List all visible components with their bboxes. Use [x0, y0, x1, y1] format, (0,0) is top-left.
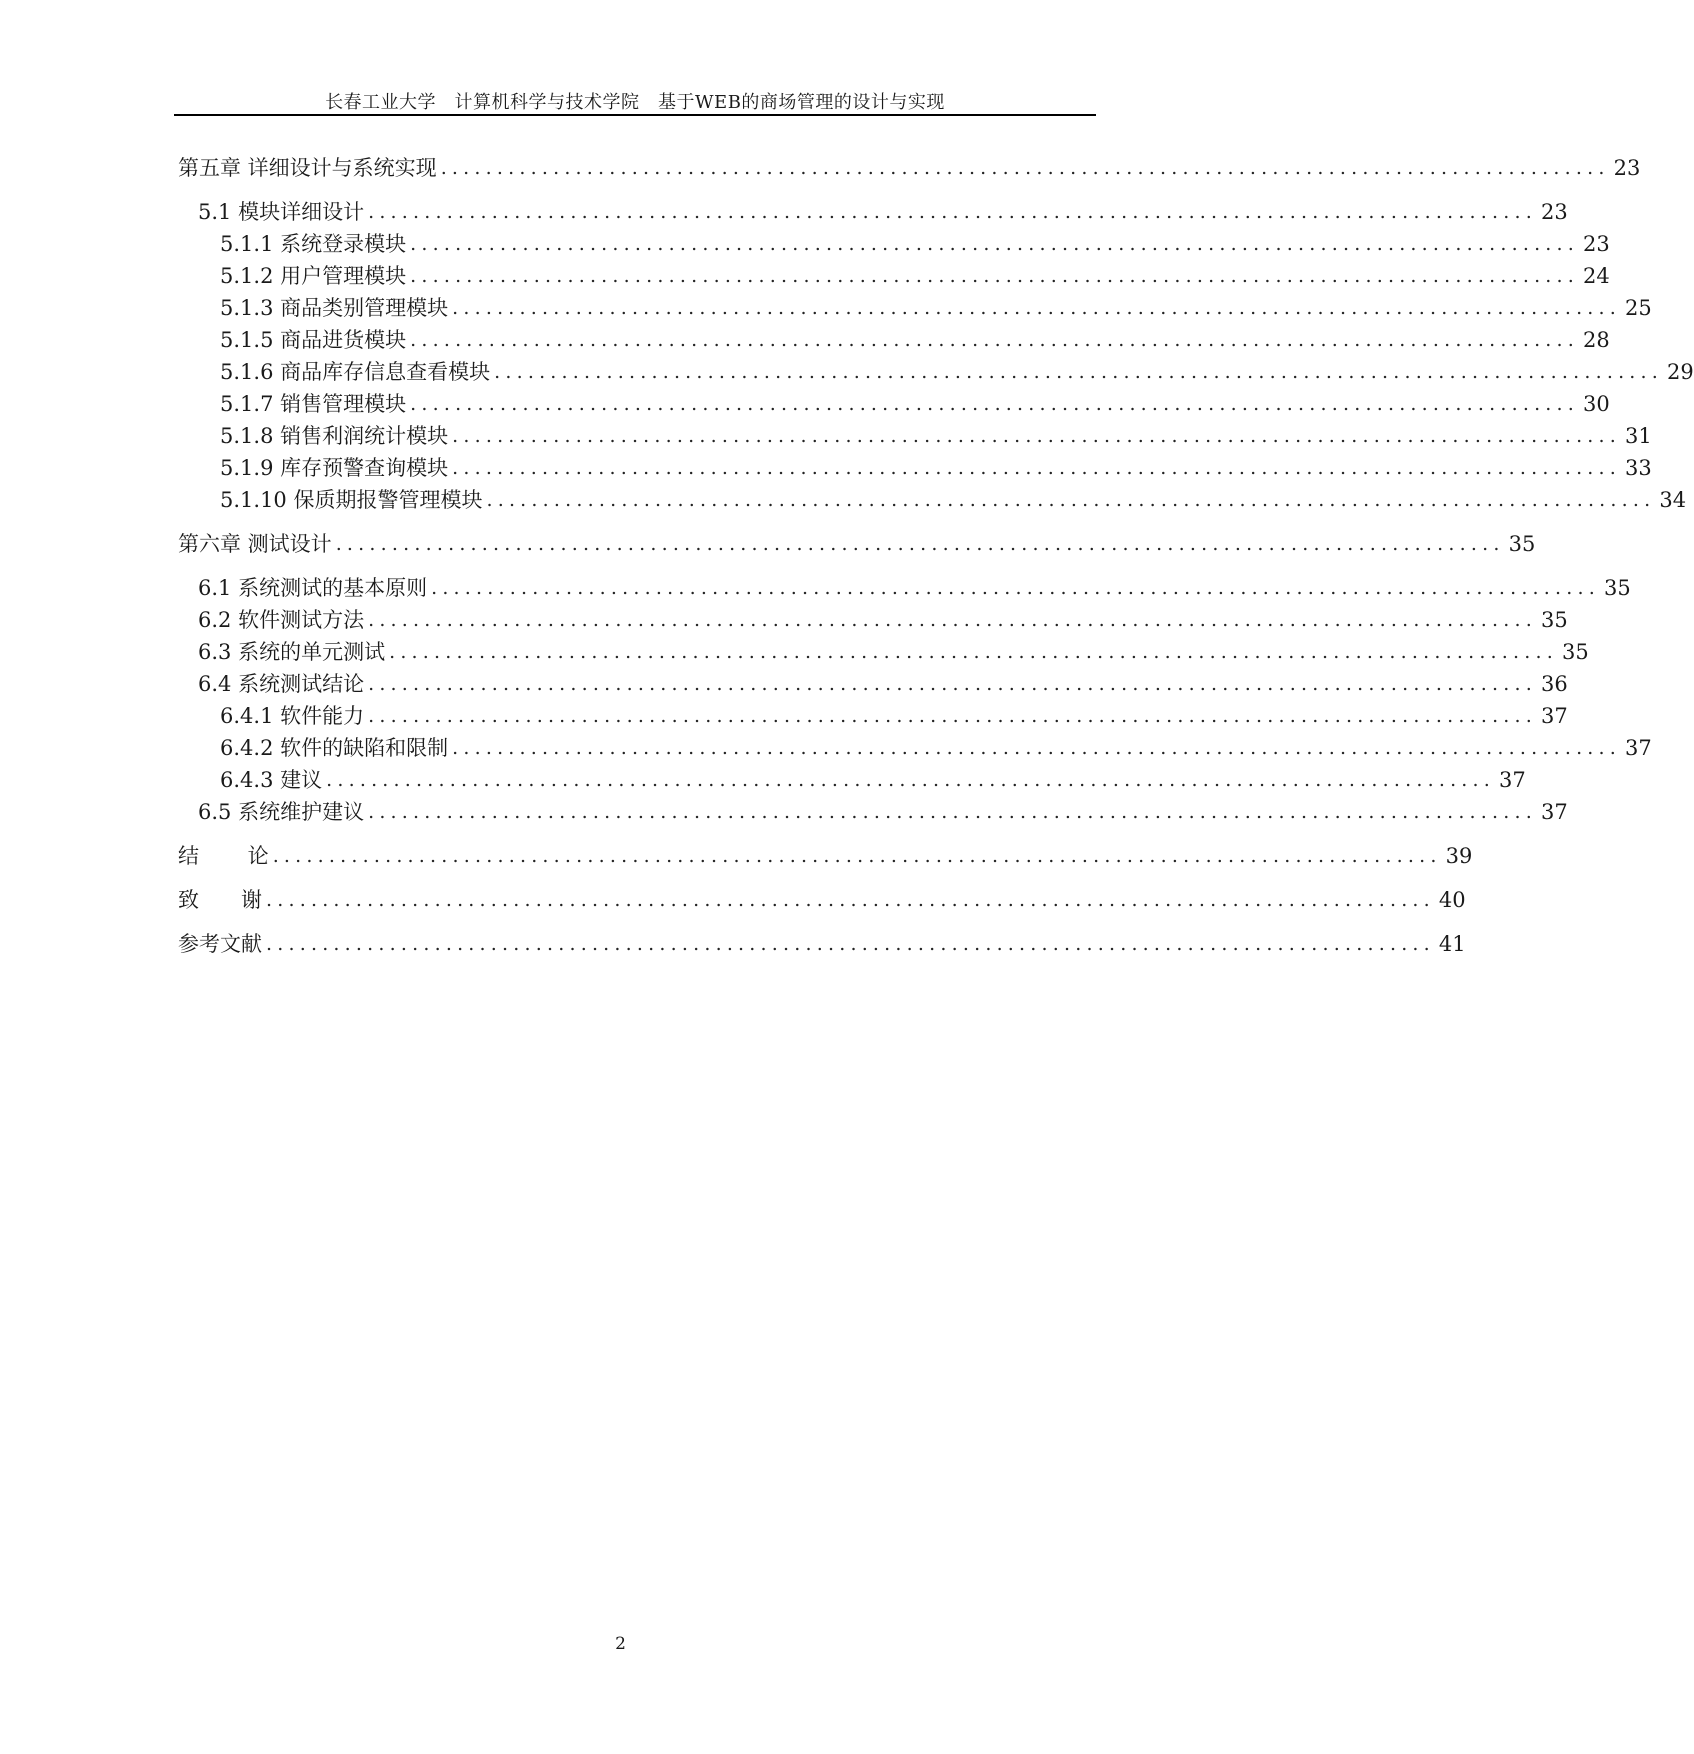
toc-entry-label: 5.1.9 库存预警查询模块	[220, 456, 449, 480]
toc-entry[interactable]	[220, 226, 1610, 256]
toc-entry-page-number: 23	[1613, 156, 1641, 180]
toc-entry-page-number: 35	[1508, 532, 1536, 556]
toc-entry[interactable]	[198, 194, 1568, 224]
toc-entry-label: 结 论	[178, 844, 269, 868]
toc-entry-page-number: 30	[1583, 392, 1610, 416]
toc-entry[interactable]	[220, 290, 1652, 320]
toc-entry-label: 6.4.2 软件的缺陷和限制	[220, 736, 449, 760]
toc-dot-leader: ........................................................................................................	[368, 801, 1537, 823]
toc-dot-leader: ........................................................................................................	[326, 769, 1496, 791]
toc-dot-leader: ........................................................................................................	[452, 457, 1622, 479]
toc-entry[interactable]	[178, 882, 1466, 912]
toc-entry-page-number: 24	[1583, 264, 1610, 288]
running-header: 长春工业大学 计算机科学与技术学院 基于WEB的商场管理的设计与实现	[325, 92, 945, 113]
toc-entry-label: 第六章 测试设计	[178, 532, 332, 556]
toc-dot-leader: ........................................................................................................	[452, 737, 1622, 759]
toc-entry[interactable]	[220, 450, 1652, 480]
toc-dot-leader: ........................................................................................................	[486, 489, 1656, 511]
toc-dot-leader: ........................................................................................................	[266, 889, 1435, 911]
toc-dot-leader: ........................................................................................................	[494, 361, 1664, 383]
toc-dot-leader: ........................................................................................................	[431, 577, 1600, 599]
toc-entry[interactable]	[178, 526, 1536, 556]
toc-entry[interactable]	[198, 794, 1568, 824]
toc-entry-page-number: 35	[1541, 608, 1568, 632]
page-number: 2	[615, 1634, 626, 1654]
toc-dot-leader: ........................................................................................................	[410, 393, 1580, 415]
toc-entry[interactable]	[220, 354, 1694, 384]
toc-entry[interactable]	[220, 258, 1610, 288]
toc-entry-label: 5.1.1 系统登录模块	[220, 232, 407, 256]
toc-entry-page-number: 29	[1667, 360, 1694, 384]
toc-entry[interactable]	[178, 838, 1473, 868]
toc-dot-leader: ........................................................................................................	[266, 933, 1435, 955]
toc-entry-label: 6.4 系统测试结论	[198, 672, 365, 696]
toc-entry-page-number: 23	[1541, 200, 1568, 224]
toc-entry[interactable]	[220, 418, 1652, 448]
toc-entry[interactable]	[220, 730, 1652, 760]
toc-entry-label: 6.4.3 建议	[220, 768, 323, 792]
toc-dot-leader: ........................................................................................................	[410, 233, 1580, 255]
toc-entry-label: 参考文献	[178, 932, 262, 956]
toc-entry[interactable]	[220, 322, 1610, 352]
toc-entry-page-number: 35	[1604, 576, 1631, 600]
toc-entry[interactable]	[220, 698, 1568, 728]
toc-entry[interactable]	[178, 926, 1466, 956]
toc-entry-label: 5.1.3 商品类别管理模块	[220, 296, 449, 320]
toc-entry-label: 6.5 系统维护建议	[198, 800, 365, 824]
toc-entry[interactable]	[198, 602, 1568, 632]
toc-entry-label: 6.1 系统测试的基本原则	[198, 576, 428, 600]
toc-entry-label: 5.1.8 销售利润统计模块	[220, 424, 449, 448]
toc-entry-page-number: 23	[1583, 232, 1610, 256]
toc-entry[interactable]	[198, 570, 1631, 600]
toc-entry-label: 5.1.6 商品库存信息查看模块	[220, 360, 491, 384]
toc-entry-page-number: 39	[1445, 844, 1473, 868]
toc-entry-page-number: 41	[1438, 932, 1466, 956]
toc-entry-page-number: 28	[1583, 328, 1610, 352]
toc-entry-page-number: 25	[1625, 296, 1652, 320]
toc-entry-label: 5.1.7 销售管理模块	[220, 392, 407, 416]
toc-entry-label: 6.4.1 软件能力	[220, 704, 365, 728]
toc-entry-page-number: 33	[1625, 456, 1652, 480]
toc-entry-label: 5.1.5 商品进货模块	[220, 328, 407, 352]
toc-dot-leader: ........................................................................................................	[368, 673, 1537, 695]
toc-dot-leader: ........................................................................................................	[368, 201, 1537, 223]
toc-entry-page-number: 36	[1541, 672, 1568, 696]
toc-entry[interactable]	[178, 150, 1641, 180]
toc-entry-page-number: 37	[1499, 768, 1526, 792]
toc-dot-leader: ........................................................................................................	[452, 297, 1622, 319]
toc-entry-label: 第五章 详细设计与系统实现	[178, 156, 437, 180]
toc-dot-leader: ........................................................................................................	[389, 641, 1558, 663]
toc-dot-leader: ........................................................................................................	[452, 425, 1622, 447]
toc-entry-page-number: 37	[1541, 800, 1568, 824]
toc-entry-label: 5.1.10 保质期报警管理模块	[220, 488, 483, 512]
toc-dot-leader: ........................................................................................................	[410, 265, 1580, 287]
toc-entry[interactable]	[220, 386, 1610, 416]
toc-entry-page-number: 31	[1625, 424, 1652, 448]
toc-entry-page-number: 37	[1541, 704, 1568, 728]
toc-dot-leader: ........................................................................................................	[368, 609, 1537, 631]
toc-entry-label: 6.2 软件测试方法	[198, 608, 365, 632]
toc-entry-page-number: 40	[1438, 888, 1466, 912]
toc-entry-label: 6.3 系统的单元测试	[198, 640, 386, 664]
toc-entry[interactable]	[220, 762, 1526, 792]
toc-entry[interactable]	[220, 482, 1687, 512]
toc-entry-page-number: 34	[1659, 488, 1687, 512]
toc-dot-leader: ........................................................................................................	[368, 705, 1538, 727]
toc-dot-leader: ........................................................................................................	[440, 157, 1610, 179]
toc-dot-leader: ........................................................................................................	[272, 845, 1442, 867]
toc-entry-label: 5.1 模块详细设计	[198, 200, 365, 224]
toc-entry-page-number: 37	[1625, 736, 1652, 760]
toc-entry[interactable]	[198, 666, 1568, 696]
toc-entry-label: 致 谢	[178, 888, 262, 912]
toc-dot-leader: ........................................................................................................	[410, 329, 1580, 351]
toc-entry-page-number: 35	[1562, 640, 1589, 664]
toc-entry[interactable]	[198, 634, 1589, 664]
toc-entry-label: 5.1.2 用户管理模块	[220, 264, 407, 288]
toc-dot-leader: ........................................................................................................	[335, 533, 1505, 555]
